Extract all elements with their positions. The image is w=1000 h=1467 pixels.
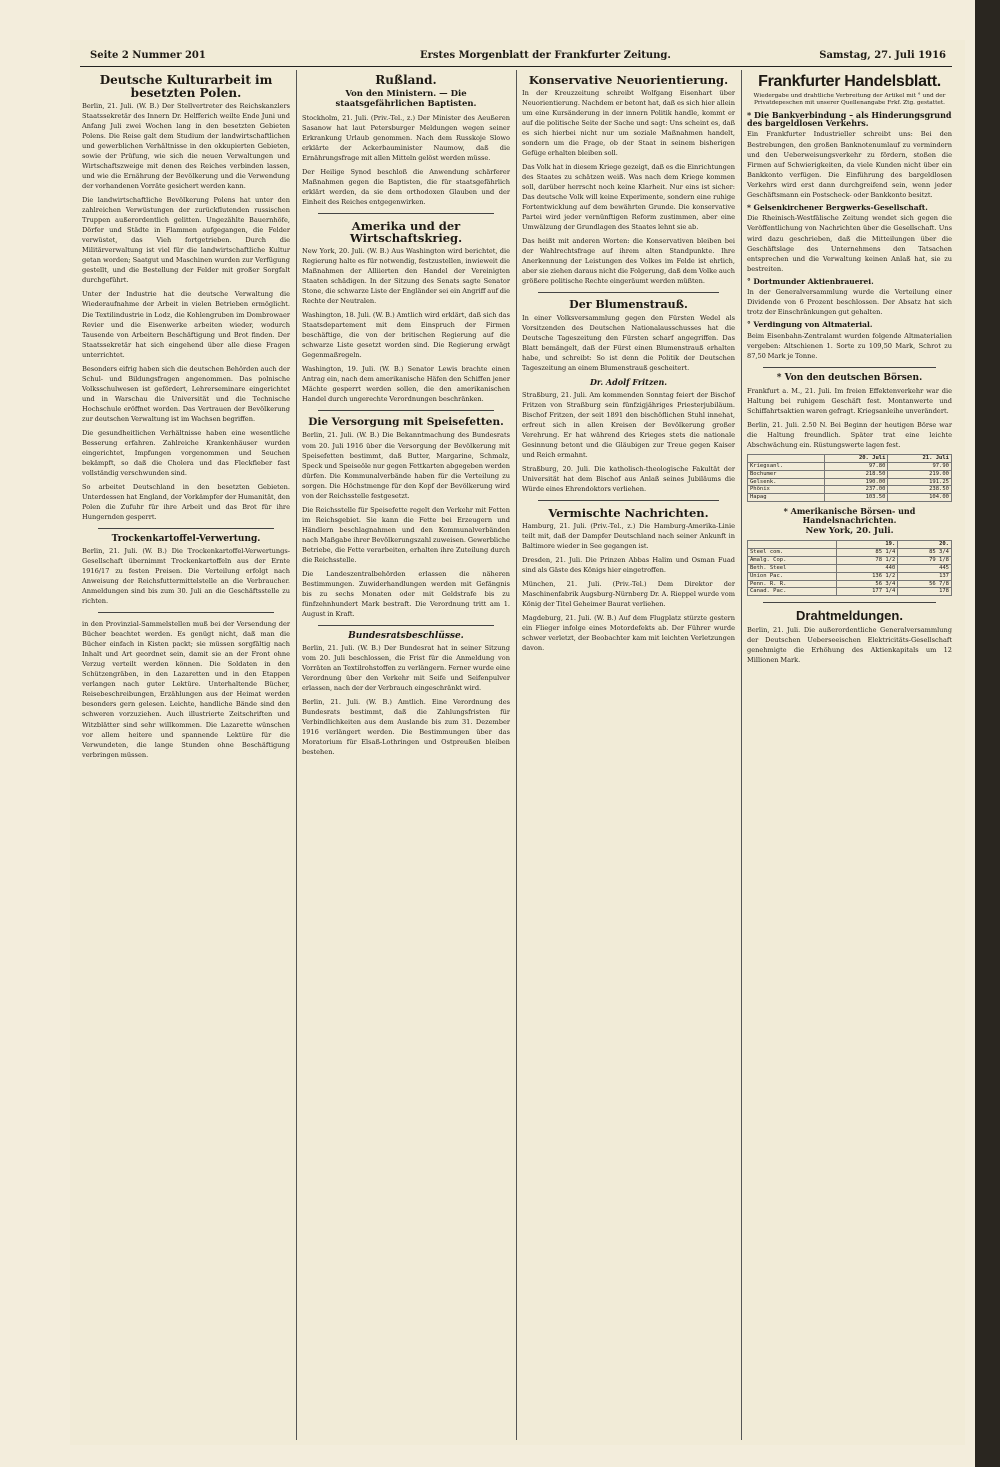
article-paragraph: Unter der Industrie hat die deutsche Verwaltung die Wiederaufnahme der Arbeit in vielen Betrieben ermöglicht. Die Textilindustrie in Lodz, die Kohlengruben im Dombrowaer Revier und die Eisenwerke arbeiten wieder, wodurch Tausende von Arbeitern Beschäftigung und Brot finden. Der Staatssekretär hat sich eingehend über alle diese Fragen unterrichtet. bbox=[82, 290, 290, 359]
divider bbox=[763, 367, 936, 368]
table-header-cell bbox=[748, 541, 837, 549]
table-row bbox=[748, 549, 952, 557]
divider bbox=[318, 410, 494, 411]
table-cell: Beth. Steel bbox=[748, 564, 837, 572]
article-title: Trockenkartoffel-Verwertung. bbox=[111, 533, 261, 544]
article-paragraph: Magdeburg, 21. Juli. (W. B.) Auf dem Flugplatz stürzte gestern ein Flieger infolge eines Motordefekts ab. Der Führer wurde schwer verletzt, der Beobachter kam mit leichten Verletzungen davon. bbox=[522, 614, 735, 653]
column-4 bbox=[747, 70, 952, 1440]
table-row bbox=[748, 588, 952, 596]
article-title: Dr. Adolf Fritzen. bbox=[589, 377, 668, 387]
article-paragraph: in den Provinzial-Sammelstellen muß bei der Versendung der Bücher beachtet werden. Es genügt nicht, daß man die Bücher einfach in Kisten packt; sie müssen sorgfältig nach Inhalt und Art geordnet sein, damit sie an der Front ohne Verzug verteilt werden können. Die Soldaten in den Schützengräben, in den Lazaretten und in den Etappen verlangen nach guter Lektüre. Unterhaltende Bücher, Reisebeschreibungen, Erzählungen aus der Heimat werden besonders gern gelesen. Leichte, handliche Bände sind den schweren vorzuziehen. Auch illustrierte Zeitschriften und Witzblätter sind sehr willkommen. Die Lazarette wünschen vor allem heitere und spannende Lektüre für die Verwundeten, die lange Stunden ohne Beschäftigung verbringen müssen. bbox=[82, 620, 290, 759]
table-row bbox=[748, 580, 952, 588]
table-row bbox=[748, 470, 952, 478]
article-paragraph: Washington, 19. Juli. (W. B.) Senator Lewis brachte einen Antrag ein, nach dem amerikanische Häfen den Schiffen jener Mächte gesperrt werden sollen, die den amerikanischen Handel durch ungerechte Verordnungen beschränken. bbox=[302, 365, 510, 404]
column-3 bbox=[522, 70, 735, 1440]
divider bbox=[318, 625, 494, 626]
table-cell: Bochumer bbox=[748, 470, 825, 478]
table-cell: 190.00 bbox=[824, 478, 888, 486]
section-notice: Wiedergabe und drahtliche Verbreitung der Artikel mit ° und der Privatdepeschen mit unserer Quellenangabe Frkf. Ztg. gestattet. bbox=[753, 92, 946, 106]
table-cell: Canad. Pac. bbox=[748, 588, 837, 596]
table-cell: 85 1/4 bbox=[837, 549, 898, 557]
masthead-date: Samstag, 27. Juli 1916 bbox=[819, 50, 946, 61]
article-title: ° Dortmunder Aktienbrauerei. bbox=[747, 276, 874, 286]
article-title: Vermischte Nachrichten. bbox=[548, 506, 709, 521]
article-paragraph: Berlin, 21. Juli. (W. B.) Die Trockenkartoffel-Verwertungs-Gesellschaft übernimmt Trockenkartoffeln aus der Ernte 1916/17 zu festen Preisen. Die Verteilung erfolgt nach Anweisung der Reichsfuttermittelstelle an die Verbraucher. Anmeldungen sind bis zum 30. Juli an die Geschäftsstelle zu richten. bbox=[82, 547, 290, 606]
divider bbox=[538, 292, 719, 293]
article-paragraph: Berlin, 21. Juli. (W. B.) Der Bundesrat hat in seiner Sitzung vom 20. Juli beschlossen, die Frist für die Anmeldung von Vorräten an Textilrohstoffen zu verlängern. Ferner wurde eine Verordnung über den Verkehr mit Seife und Seifenpulver erlassen, nach der der Verbrauch eingeschränkt wird. bbox=[302, 644, 510, 693]
table-cell: 237.00 bbox=[824, 486, 888, 494]
article-title: * Gelsenkirchener Bergwerks-Gesellschaft. bbox=[747, 202, 928, 212]
table-cell: Union Pac. bbox=[748, 572, 837, 580]
section-title: Frankfurter Handelsblatt. bbox=[758, 73, 941, 90]
column-rule bbox=[296, 70, 297, 1440]
table-cell: 219.00 bbox=[888, 470, 952, 478]
table-cell: 445 bbox=[898, 564, 952, 572]
masthead-newspaper-name: Erstes Morgenblatt der Frankfurter Zeitung. bbox=[420, 50, 671, 61]
article-title: Konservative Neuorientierung. bbox=[528, 73, 729, 87]
article-title: Bundesratsbeschlüsse. bbox=[348, 630, 464, 641]
table-cell: 79 1/8 bbox=[898, 556, 952, 564]
article-paragraph: Das Volk hat in diesem Kriege gezeigt, daß es die Einrichtungen des Staates zu schätzen weiß. Was nach dem Kriege kommen soll, darüber herrscht noch keine Klarheit. Nur eins ist sicher: Das deutsche Volk will keine Experimente, sondern eine ruhige Fortentwicklung auf dem bewährten Grunde. Die konservative Partei wird jeder vernünftigen Reform zustimmen, aber eine Umwälzung der Grundlagen des Staates lehnt sie ab. bbox=[522, 163, 735, 232]
article-paragraph: In der Generalversammlung wurde die Verteilung einer Dividende von 6 Prozent beschlossen. Der Absatz hat sich trotz der Einschränkungen gut gehalten. bbox=[747, 288, 952, 317]
article-paragraph: Berlin, 21. Juli. Die außerordentliche Generalversammlung der Deutschen Ueberseeischen Elektricitäts-Gesellschaft genehmigte die Erhöhung des Aktienkapitals um 12 Millionen Mark. bbox=[747, 625, 952, 664]
table-cell: 85 3/4 bbox=[898, 549, 952, 557]
table-cell: 191.25 bbox=[888, 478, 952, 486]
table-row bbox=[748, 486, 952, 494]
table-row bbox=[748, 556, 952, 564]
table-cell: 136 1/2 bbox=[837, 572, 898, 580]
article-paragraph: Berlin, 21. Juli. (W. B.) Der Stellvertreter des Reichskanzlers Staatssekretär des Innern Dr. Helfferich weilte Ende Juni und Anfang Juli zwei Wochen lang in den besetzten Gebieten Polens. Die Reise galt dem Studium der landwirtschaftlichen und gewerblichen Verhältnisse in den okkupierten Gebieten, sowie der Prüfung, wie sich die neuen Verwaltungen und Wirtschaftszweige mit denen des Reiches verbinden lassen, und wie die Ernährung der Bevölkerung und die Verwendung der vorhandenen Vorräte gesichert werden kann. bbox=[82, 102, 290, 191]
table-cell: 177 1/4 bbox=[837, 588, 898, 596]
table-header-cell: 20. bbox=[898, 541, 952, 549]
table-cell: 78 1/2 bbox=[837, 556, 898, 564]
table-row bbox=[748, 494, 952, 502]
article-paragraph: Stockholm, 21. Juli. (Priv.-Tel., z.) Der Minister des Aeußeren Sasanow hat laut Petersburger Meldungen wegen seiner Erkrankung Urlaub genommen. Nach dem Russkoje Slowo erklärte der Ackerbauminister Naumow, daß die Ernährungsfrage mit allen Mitteln gelöst werden müsse. bbox=[302, 113, 510, 163]
divider bbox=[538, 500, 719, 501]
dateline: New York, 20. Juli. bbox=[805, 525, 894, 536]
table-cell: 104.00 bbox=[888, 494, 952, 502]
table-cell: 56 7/8 bbox=[898, 580, 952, 588]
table-cell: Gelsenk. bbox=[748, 478, 825, 486]
article-paragraph: Die landwirtschaftliche Bevölkerung Polens hat unter den zahlreichen Verwüstungen der zurückflutenden russischen Truppen außerordentlich gelitten. Ungezählte Bauernhöfe, Dörfer und Städte in Flammen aufgegangen, die Felder verwüstet, das Vieh fortgetrieben. Durch die Militärverwaltung ist viel für die landwirtschaftliche Kultur getan worden; Saatgut und Maschinen wurden zur Verfügung gestellt, und die Bestellung der Felder mit großer Sorgfalt durchgeführt. bbox=[82, 196, 290, 285]
article-paragraph: Straßburg, 20. Juli. Die katholisch-theologische Fakultät der Universität hat dem Bischof aus Anlaß seines Jubiläums die Würde eines Ehrendoktors verliehen. bbox=[522, 465, 735, 494]
article-paragraph: München, 21. Juli. (Priv.-Tel.) Dem Direktor der Maschinenfabrik Augsburg-Nürnberg Dr. A. Rieppel wurde vom König der Titel Geheimer Baurat verliehen. bbox=[522, 580, 735, 609]
bourse-table bbox=[747, 454, 952, 502]
article-paragraph: Die Reichsstelle für Speisefette regelt den Verkehr mit Fetten im Reichsgebiet. Sie kann die Fette bei Erzeugern und Händlern beschlagnahmen und den Kommunalverbänden nach Maßgabe ihrer Bevölkerungszahl zuweisen. Gewerbliche Betriebe, die Fette verarbeiten, erhalten ihre Zuteilung durch die Reichsstelle. bbox=[302, 505, 510, 564]
table-cell: 97.90 bbox=[888, 462, 952, 470]
article-title: Der Blumenstrauß. bbox=[569, 298, 688, 312]
table-cell: 97.80 bbox=[824, 462, 888, 470]
table-cell: 178 bbox=[898, 588, 952, 596]
column-2 bbox=[302, 70, 510, 1440]
table-cell: Penn. R. R. bbox=[748, 580, 837, 588]
table-cell: 137 bbox=[898, 572, 952, 580]
table-header-cell: 21. Juli bbox=[888, 454, 952, 462]
table-row bbox=[748, 478, 952, 486]
article-paragraph: New York, 20. Juli. (W. B.) Aus Washington wird berichtet, die Regierung halte es für notwendig, festzustellen, inwieweit die Maßnahmen der Alliierten den Handel der Vereinigten Staaten schädigen. In der Sitzung des Senats sagte Senator Stone, die schwarze Liste der Engländer sei ein Angriff auf die Rechte der Neutralen. bbox=[302, 247, 510, 306]
article-title: Die Versorgung mit Speisefetten. bbox=[308, 416, 504, 429]
column-1 bbox=[82, 70, 290, 1440]
article-title: Deutsche Kulturarbeit im besetzten Polen. bbox=[99, 73, 273, 100]
article-paragraph: Berlin, 21. Juli. 2.50 N. Bei Beginn der heutigen Börse war die Haltung freundlich. Später trat eine leichte Abschwächung ein. Rüstungswerte lagen fest. bbox=[747, 420, 952, 449]
article-paragraph: In einer Volksversammlung gegen den Fürsten Wedel als Vorsitzenden des Deutschen Nationalausschusses hat die Deutsche Tageszeitung den Fürsten scharf angegriffen. Das Blatt bemängelt, daß der Fürst einen Blumenstrauß erhalten habe, und schreibt: So ist denn die Politik der Deutschen Tageszeitung an einem Blumenstrauß gescheitert. bbox=[522, 313, 735, 372]
article-paragraph: Der Heilige Synod beschloß die Anwendung schärferer Maßnahmen gegen die Baptisten, die für staatsgefährlich erklärt werden, da sie dem orthodoxen Glauben und der Einheit des Reiches entgegenwirken. bbox=[302, 168, 510, 207]
article-paragraph: Die Landeszentralbehörden erlassen die näheren Bestimmungen. Zuwiderhandlungen werden mit Gefängnis bis zu sechs Monaten oder mit Geldstrafe bis zu fünfzehnhundert Mark bestraft. Die Verordnung tritt am 1. August in Kraft. bbox=[302, 569, 510, 618]
article-paragraph: Berlin, 21. Juli. (W. B.) Die Bekanntmachung des Bundesrats vom 20. Juli 1916 über die Versorgung der Bevölkerung mit Speisefetten bestimmt, daß Butter, Margarine, Schmalz, Speck und Speiseöle nur gegen Fettkarten abgegeben werden dürfen. Die Kommunalverbände haben für die Verteilung zu sorgen. Die Höchstmenge für den Kopf der Bevölkerung wird von der Reichsstelle festgesetzt. bbox=[302, 431, 510, 500]
article-paragraph: Washington, 18. Juli. (W. B.) Amtlich wird erklärt, daß sich das Staatsdepartement mit dem Einspruch der Firmen beschäftige, die von der britischen Regierung auf die schwarze Liste gesetzt worden sind. Die Regierung erwägt Gegenmaßregeln. bbox=[302, 311, 510, 360]
article-title: Rußland. bbox=[375, 73, 437, 87]
table-cell: Hapag bbox=[748, 494, 825, 502]
article-paragraph: Frankfurt a. M., 21. Juli. Im freien Effektenverkehr war die Haltung bei ruhigem Geschäft fest. Montanwerte und Schiffahrtsaktien waren gefragt. Kriegsanleihe unverändert. bbox=[747, 386, 952, 415]
article-subtitle: Von den Ministern. — Die staatsgefährlichen Baptisten. bbox=[335, 88, 477, 109]
article-title: * Die Bankverbindung – als Hinderungsgrund des bargeldlosen Verkehrs. bbox=[747, 109, 952, 129]
table-row bbox=[748, 564, 952, 572]
article-paragraph: Hamburg, 21. Juli. (Priv.-Tel., z.) Die Hamburg-Amerika-Linie teilt mit, daß der Dampfer Deutschland nach seiner Ankunft in Baltimore wieder in See gegangen ist. bbox=[522, 522, 735, 551]
divider bbox=[763, 602, 936, 603]
column-rule bbox=[741, 70, 742, 1440]
divider bbox=[98, 612, 274, 613]
article-title: Amerika und der Wirtschaftskrieg. bbox=[349, 219, 463, 246]
masthead bbox=[80, 48, 952, 67]
divider bbox=[318, 213, 494, 214]
table-cell: Kriegsanl. bbox=[748, 462, 825, 470]
article-paragraph: Die Rheinisch-Westfälische Zeitung wendet sich gegen die Veröffentlichung von Nachrichten über die Gesellschaft. Uns wird dazu geschrieben, daß die Mitteilungen über die Geschäftslage des Unternehmens den Tatsachen entsprechen und die Verwaltung keinen Anlaß hat, sie zu bestreiten. bbox=[747, 214, 952, 273]
table-cell: Phönix bbox=[748, 486, 825, 494]
article-paragraph: Ein Frankfurter Industrieller schreibt uns: Bei den Bestrebungen, den großen Banknotenumlauf zu vermindern und den Ueberweisungsverkehr zu fördern, stoßen die Firmen auf Schwierigkeiten, da viele Kunden nicht über ein Bankkonto verfügen. Die Einführung des bargeldlosen Verkehrs wird erst dann durchgreifend sein, wenn jeder Geschäftsmann ein Postscheck- oder Bankkonto besitzt. bbox=[747, 130, 952, 199]
table-cell: 103.50 bbox=[824, 494, 888, 502]
table-cell: 56 3/4 bbox=[837, 580, 898, 588]
table-header-cell: 20. Juli bbox=[824, 454, 888, 462]
article-title: Drahtmeldungen. bbox=[796, 608, 903, 624]
article-title: * Amerikanische Börsen- und Handelsnachrichten. bbox=[783, 506, 916, 525]
article-paragraph: Die gesundheitlichen Verhältnisse haben eine wesentliche Besserung erfahren. Zahlreiche Krankenhäuser wurden eingerichtet, Impfungen vorgenommen und Seuchen bekämpft, so daß die Cholera und das Fleckfieber fast vollständig verschwunden sind. bbox=[82, 428, 290, 477]
article-paragraph: In der Kreuzzeitung schreibt Wolfgang Eisenhart über Neuorientierung. Nachdem er betont hat, daß es sich hier allein um eine Kursänderung in der innern Politik handle, kommt er auf die politische Seite der Sache und sagt: Uns scheint es, daß es sich hierbei nicht nur um soziale Maßnahmen handelt, sondern um die Frage, ob der Staat in seinem bisherigen Gefüge erhalten bleiben soll. bbox=[522, 89, 735, 158]
table-header-cell bbox=[748, 454, 825, 462]
table-cell: 238.50 bbox=[888, 486, 952, 494]
table-row bbox=[748, 462, 952, 470]
column-rule bbox=[516, 70, 517, 1440]
table-header-row bbox=[748, 454, 952, 462]
binding-edge bbox=[975, 0, 1000, 1467]
article-paragraph: Dresden, 21. Juli. Die Prinzen Abbas Halim und Osman Fuad sind als Gäste des Königs hier eingetroffen. bbox=[522, 556, 735, 575]
new-york-quotes-table bbox=[747, 540, 952, 596]
divider bbox=[98, 528, 274, 529]
table-header-row bbox=[748, 541, 952, 549]
table-cell: 218.50 bbox=[824, 470, 888, 478]
article-paragraph: Straßburg, 21. Juli. Am kommenden Sonntag feiert der Bischof Fritzen von Straßburg sein fünfzigjähriges Priesterjubiläum. Bischof Fritzen, der seit 1891 den bischöflichen Stuhl innehat, erfreut sich in allen Kreisen der Bevölkerung großer Verehrung. Er hat während des Krieges stets die nationale Gesinnung betont und die Gläubigen zur Treue gegen Kaiser und Reich ermahnt. bbox=[522, 391, 735, 460]
table-cell: 440 bbox=[837, 564, 898, 572]
article-title: * Von den deutschen Börsen. bbox=[776, 373, 923, 384]
article-paragraph: So arbeitet Deutschland in den besetzten Gebieten. Unterdessen hat England, der Vorkämpfer der Humanität, den Polen die Zufuhr für ihre Arbeit und das Brot für ihre Hungernden gesperrt. bbox=[82, 482, 290, 521]
table-header-cell: 19. bbox=[837, 541, 898, 549]
masthead-page-number: Seite 2 Nummer 201 bbox=[90, 50, 206, 61]
article-paragraph: Beim Eisenbahn-Zentralamt wurden folgende Altmaterialien vergeben: Altschienen 1. Sorte zu 109,50 Mark, Schrot zu 87,50 Mark je Tonne. bbox=[747, 332, 952, 361]
table-cell: Steel com. bbox=[748, 549, 837, 557]
article-paragraph: Berlin, 21. Juli. (W. B.) Amtlich. Eine Verordnung des Bundesrats bestimmt, daß die Zahlungsfristen für Verbindlichkeiten aus dem Auslande bis zum 31. Dezember 1916 verlängert werden. Die Bestimmungen über das Moratorium für Elsaß-Lothringen und Ostpreußen bleiben bestehen. bbox=[302, 698, 510, 757]
article-paragraph: Besonders eifrig haben sich die deutschen Behörden auch der Schul- und Bildungsfragen angenommen. Das polnische Volksschulwesen ist gefördert, Lehrerseminare eingerichtet und in Warschau die Universität und die Technische Hochschule eröffnet worden. Das Vertrauen der Bevölkerung zur deutschen Verwaltung ist im Wachsen begriffen. bbox=[82, 364, 290, 423]
article-title: ° Verdingung von Altmaterial. bbox=[747, 320, 873, 330]
article-paragraph: Das heißt mit anderen Worten: die Konservativen bleiben bei der Wahlrechtsfrage auf ihrem alten Standpunkte. Ihre Anerkennung der Leistungen des Volkes im Felde ist ehrlich, aber sie ziehen daraus nicht die Folgerung, daß dem Volke auch größere politische Rechte eingeräumt werden müßten. bbox=[522, 237, 735, 286]
table-row bbox=[748, 572, 952, 580]
table-cell: Amalg. Cop. bbox=[748, 556, 837, 564]
